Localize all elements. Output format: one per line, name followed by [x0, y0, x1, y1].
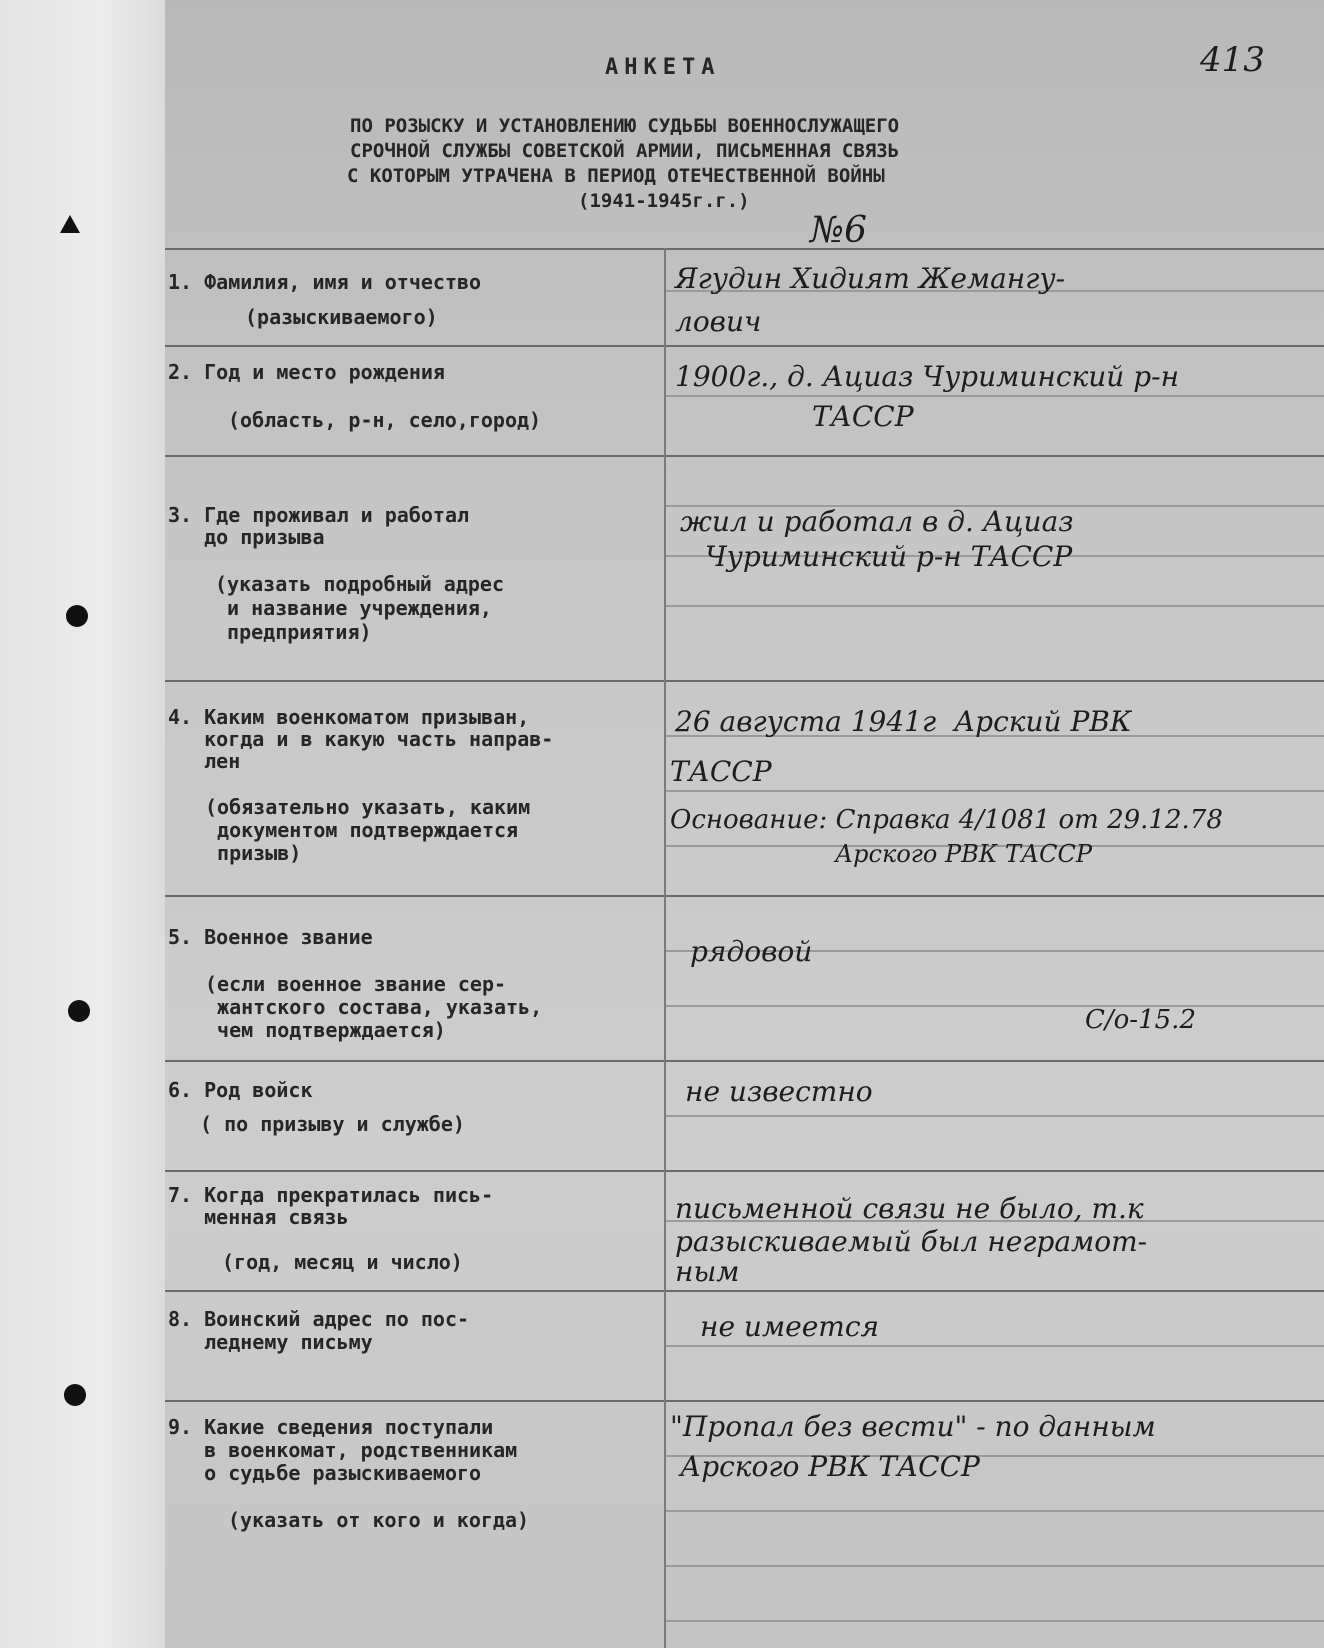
- answer-4-line: 26 августа 1941г Арский РВК: [675, 705, 1132, 738]
- question-3-label: до призыва: [168, 525, 325, 549]
- question-3-hint: предприятия): [215, 620, 372, 644]
- question-1-label: 1. Фамилия, имя и отчество: [168, 270, 482, 294]
- binding-hole-top: [60, 215, 80, 233]
- ruled-line: [165, 1290, 1324, 1292]
- ruled-line: [665, 395, 1324, 397]
- question-6-label: 6. Род войск: [168, 1078, 313, 1102]
- ruled-line: [165, 455, 1324, 457]
- form-subtitle-line: СРОЧНОЙ СЛУЖБЫ СОВЕТСКОЙ АРМИИ, ПИСЬМЕННАЯ СВЯЗЬ: [350, 140, 900, 162]
- answer-4-line: ТАССР: [670, 755, 772, 788]
- answer-1-line: лович: [675, 305, 762, 338]
- question-4-hint: (обязательно указать, каким: [205, 795, 531, 819]
- question-5-hint: чем подтверждается): [205, 1018, 446, 1042]
- answer-2-line: 1900г., д. Ациаз Чуриминский р-н: [675, 360, 1180, 393]
- answer-4-line: Арского РВК ТАССР: [835, 840, 1093, 868]
- answer-3-line: жил и работал в д. Ациаз: [680, 505, 1074, 538]
- ruled-line: [665, 1510, 1324, 1512]
- column-divider: [664, 248, 666, 1648]
- ruled-line: [665, 605, 1324, 607]
- form-subtitle-years: (1941-1945г.г.): [578, 190, 750, 212]
- answer-2-line: ТАССР: [812, 400, 914, 433]
- form-subtitle-line: С КОТОРЫМ УТРАЧЕНА В ПЕРИОД ОТЕЧЕСТВЕННОЙ ВОЙНЫ: [347, 165, 885, 187]
- question-3-hint: и название учреждения,: [215, 596, 492, 620]
- question-8-label: леднему письму: [168, 1330, 373, 1354]
- question-4-hint: документом подтверждается: [205, 818, 519, 842]
- ruled-line: [665, 790, 1324, 792]
- question-8-label: 8. Воинский адрес по пос-: [168, 1307, 470, 1331]
- form-title: АНКЕТА: [605, 55, 721, 80]
- question-5-hint: жантского состава, указать,: [205, 995, 543, 1019]
- question-6-hint: ( по призыву и службе): [200, 1112, 465, 1136]
- question-7-hint: (год, месяц и число): [222, 1250, 463, 1274]
- ruled-line: [165, 1400, 1324, 1402]
- ruled-line: [165, 1170, 1324, 1172]
- answer-8-line: не имеется: [700, 1310, 880, 1343]
- answer-7-line: разыскиваемый был неграмот-: [675, 1225, 1148, 1258]
- answer-1-line: Ягудин Хидият Жемангу-: [675, 262, 1066, 295]
- ruled-line: [665, 1565, 1324, 1567]
- ruled-line: [165, 1060, 1324, 1062]
- ruled-line: [665, 1115, 1324, 1117]
- question-4-label: 4. Каким военкоматом призыван,: [168, 705, 530, 729]
- question-4-label: когда и в какую часть направ-: [168, 727, 554, 751]
- question-7-label: 7. Когда прекратилась пись-: [168, 1183, 494, 1207]
- handwritten-mark: №6: [810, 210, 867, 251]
- answer-7-line: письменной связи не было, т.к: [675, 1192, 1144, 1225]
- question-4-label: лен: [168, 749, 241, 773]
- binding-hole: [68, 1000, 90, 1022]
- ruled-line: [165, 345, 1324, 347]
- answer-6-line: не известно: [685, 1075, 873, 1108]
- answer-7-line: ным: [675, 1255, 740, 1288]
- question-4-hint: призыв): [205, 841, 302, 865]
- ruled-line: [165, 895, 1324, 897]
- ruled-line: [665, 1620, 1324, 1622]
- binding-strip: [0, 0, 168, 1648]
- answer-5-note: С/о-15.2: [1085, 1005, 1196, 1035]
- ruled-line: [165, 248, 1324, 250]
- binding-hole: [64, 1384, 86, 1406]
- question-2-label: 2. Год и место рождения: [168, 360, 445, 384]
- answer-4-line: Основание: Справка 4/1081 от 29.12.78: [670, 805, 1223, 835]
- ruled-line: [165, 680, 1324, 682]
- question-3-hint: (указать подробный адрес: [215, 572, 504, 596]
- question-1-hint: (разыскиваемого): [245, 305, 438, 329]
- answer-3-line: Чуриминский р-н ТАССР: [705, 540, 1073, 573]
- question-5-hint: (если военное звание сер-: [205, 972, 507, 996]
- binding-hole: [66, 605, 88, 627]
- answer-9-line: Арского РВК ТАССР: [680, 1450, 980, 1483]
- question-9-label: о судьбе разыскиваемого: [168, 1461, 482, 1485]
- question-3-label: 3. Где проживал и работал: [168, 503, 470, 527]
- form-subtitle-line: ПО РОЗЫСКУ И УСТАНОВЛЕНИЮ СУДЬБЫ ВОЕННОСЛУЖАЩЕГО: [350, 115, 900, 137]
- question-9-label: в военкомат, родственникам: [168, 1438, 518, 1462]
- question-2-hint: (область, р-н, село,город): [228, 408, 542, 432]
- answer-5-line: рядовой: [690, 935, 813, 968]
- answer-9-line: "Пропал без вести" - по данным: [670, 1410, 1156, 1443]
- question-9-hint: (указать от кого и когда): [228, 1508, 530, 1532]
- question-9-label: 9. Какие сведения поступали: [168, 1415, 494, 1439]
- question-7-label: менная связь: [168, 1205, 349, 1229]
- page-number: 413: [1200, 40, 1265, 80]
- question-5-label: 5. Военное звание: [168, 925, 373, 949]
- ruled-line: [665, 1345, 1324, 1347]
- ruled-line: [665, 1005, 1324, 1007]
